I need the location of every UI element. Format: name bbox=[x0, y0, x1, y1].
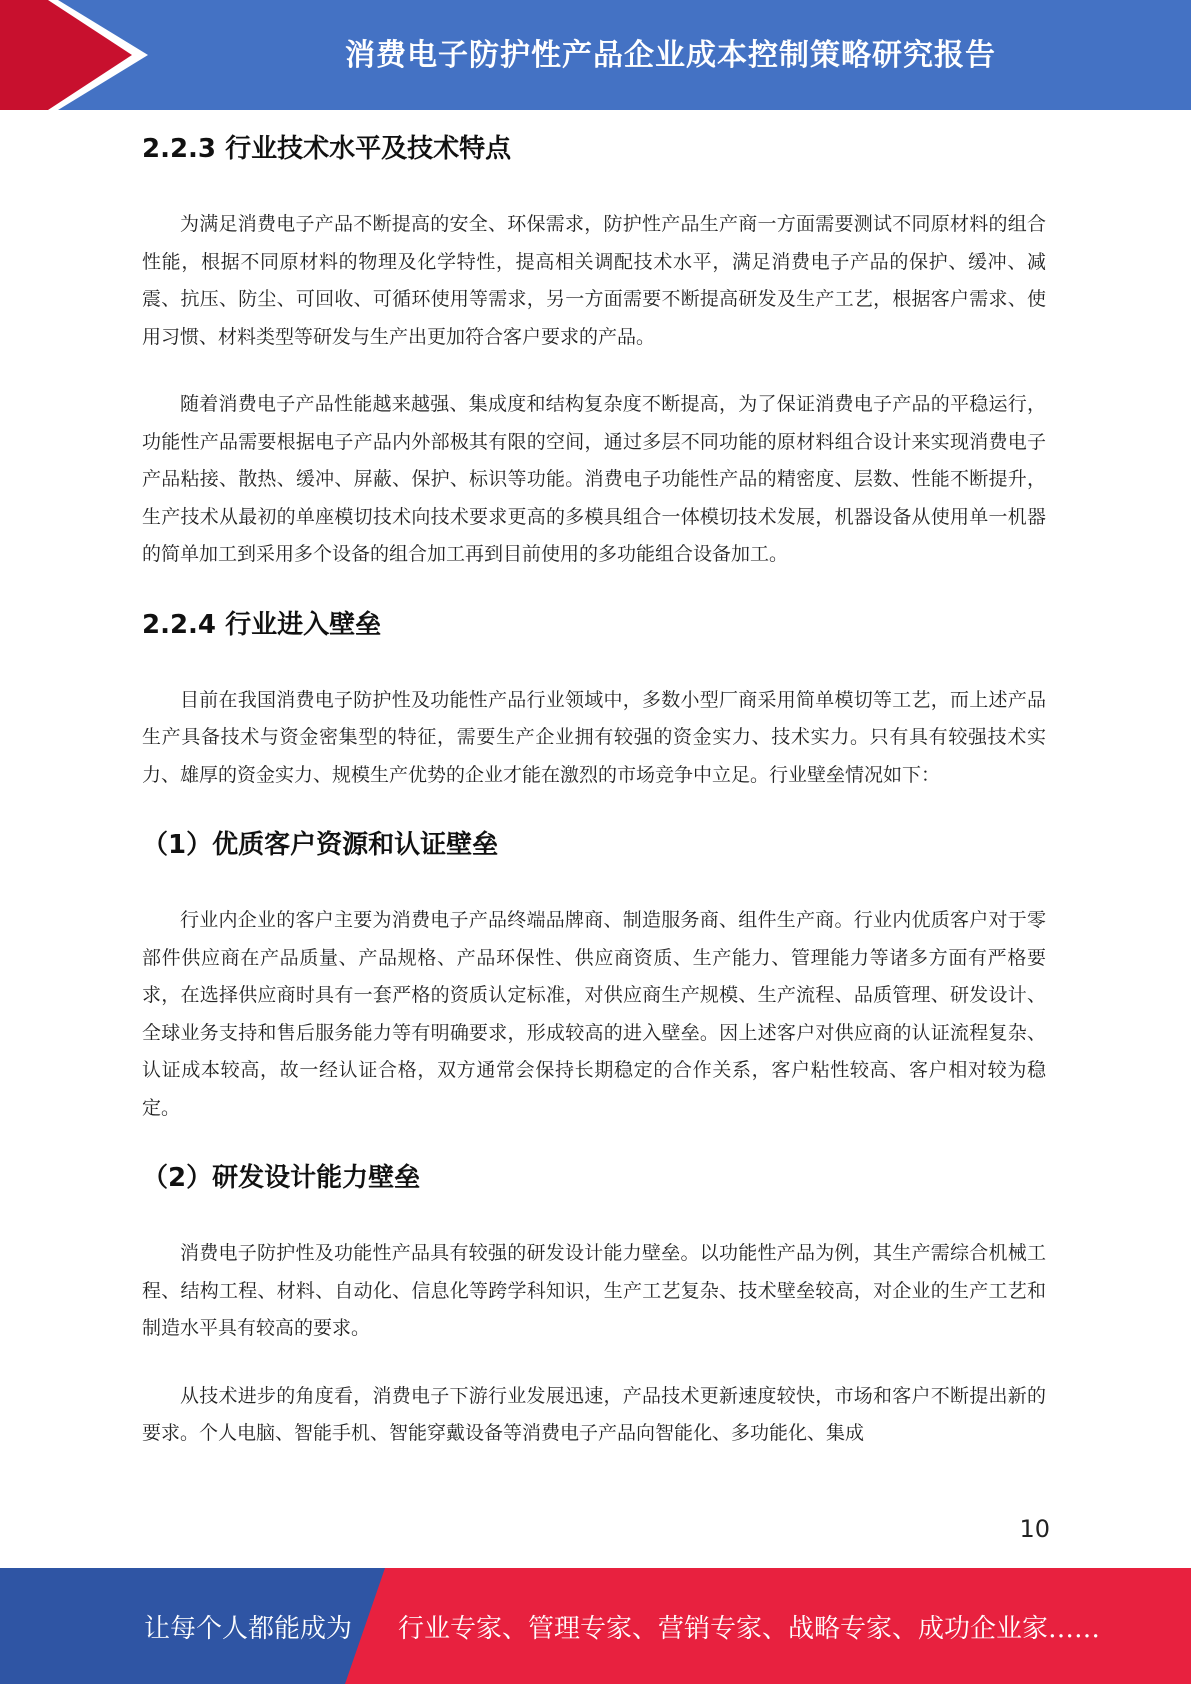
paragraph: 目前在我国消费电子防护性及功能性产品行业领域中，多数小型厂商采用简单模切等工艺，而上述产品生产具备技术与资金密集型的特征，需要生产企业拥有较强的资金实力、技术实力。只有具有较强技术实力、雄厚的资金实力、规模生产优势的企业才能在激烈的市场竞争中立足。行业壁垒情况如下： bbox=[142, 688, 1046, 786]
paragraph: 行业内企业的客户主要为消费电子产品终端品牌商、制造服务商、组件生产商。行业内优质客户对于零部件供应商在产品质量、产品规格、产品环保性、供应商资质、生产能力、管理能力等诸多方面有严格要求，在选择供应商时具有一套严格的资质认定标准，对供应商生产规模、生产流程、品质管理、研发设计、全球业务支持和售后服务能力等有明确要求，形成较高的进入壁垒。因上述客户对供应商的认证流程复杂、认证成本较高，故一经认证合格，双方通常会保持长期稳定的合作关系，客户粘性较高、客户相对较为稳定。 bbox=[142, 909, 1046, 1119]
footer-slogan-left: 让每个人都能成为 bbox=[144, 1613, 353, 1644]
report-title: 消费电子防护性产品企业成本控制策略研究报告 bbox=[345, 38, 996, 73]
section-heading-2-2-4: 2.2.4 行业进入壁垒 bbox=[142, 609, 382, 640]
header-chevron-decoration bbox=[0, 0, 160, 110]
paragraph: 从技术进步的角度看，消费电子下游行业发展迅速，产品技术更新速度较快，市场和客户不断提出新的要求。个人电脑、智能手机、智能穿戴设备等消费电子产品向智能化、多功能化、集成 bbox=[142, 1384, 1046, 1444]
subheading-customer-barrier: （1）优质客户资源和认证壁垒 bbox=[142, 830, 499, 860]
footer-slogan-right: 行业专家、管理专家、营销专家、战略专家、成功企业家…… bbox=[398, 1613, 1101, 1644]
paragraph: 为满足消费电子产品不断提高的安全、环保需求，防护性产品生产商一方面需要测试不同原材料的组合性能，根据不同原材料的物理及化学特性，提高相关调配技术水平，满足消费电子产品的保护、缓冲、减震、抗压、防尘、可回收、可循环使用等需求，另一方面需要不断提高研发及生产工艺，根据客户需求、使用习惯、材料类型等研发与生产出更加符合客户要求的产品。 bbox=[142, 213, 1046, 348]
page-number: 10 bbox=[1019, 1515, 1050, 1543]
subheading-rnd-barrier: （2）研发设计能力壁垒 bbox=[142, 1163, 421, 1193]
header-banner bbox=[0, 0, 1191, 110]
footer-banner bbox=[0, 1568, 1191, 1684]
section-heading-2-2-3: 2.2.3 行业技术水平及技术特点 bbox=[142, 134, 512, 164]
paragraph: 消费电子防护性及功能性产品具有较强的研发设计能力壁垒。以功能性产品为例，其生产需综合机械工程、结构工程、材料、自动化、信息化等跨学科知识，生产工艺复杂、技术壁垒较高，对企业的生产工艺和制造水平具有较高的要求。 bbox=[142, 1242, 1046, 1339]
paragraph: 随着消费电子产品性能越来越强、集成度和结构复杂度不断提高，为了保证消费电子产品的平稳运行，功能性产品需要根据电子产品内外部极其有限的空间，通过多层不同功能的原材料组合设计来实现消费电子产品粘接、散热、缓冲、屏蔽、保护、标识等功能。消费电子功能性产品的精密度、层数、性能不断提升，生产技术从最初的单座模切技术向技术要求更高的多模具组合一体模切技术发展，机器设备从使用单一机器的简单加工到采用多个设备的组合加工再到目前使用的多功能组合设备加工。 bbox=[142, 393, 1046, 565]
document-body bbox=[142, 128, 1046, 1453]
